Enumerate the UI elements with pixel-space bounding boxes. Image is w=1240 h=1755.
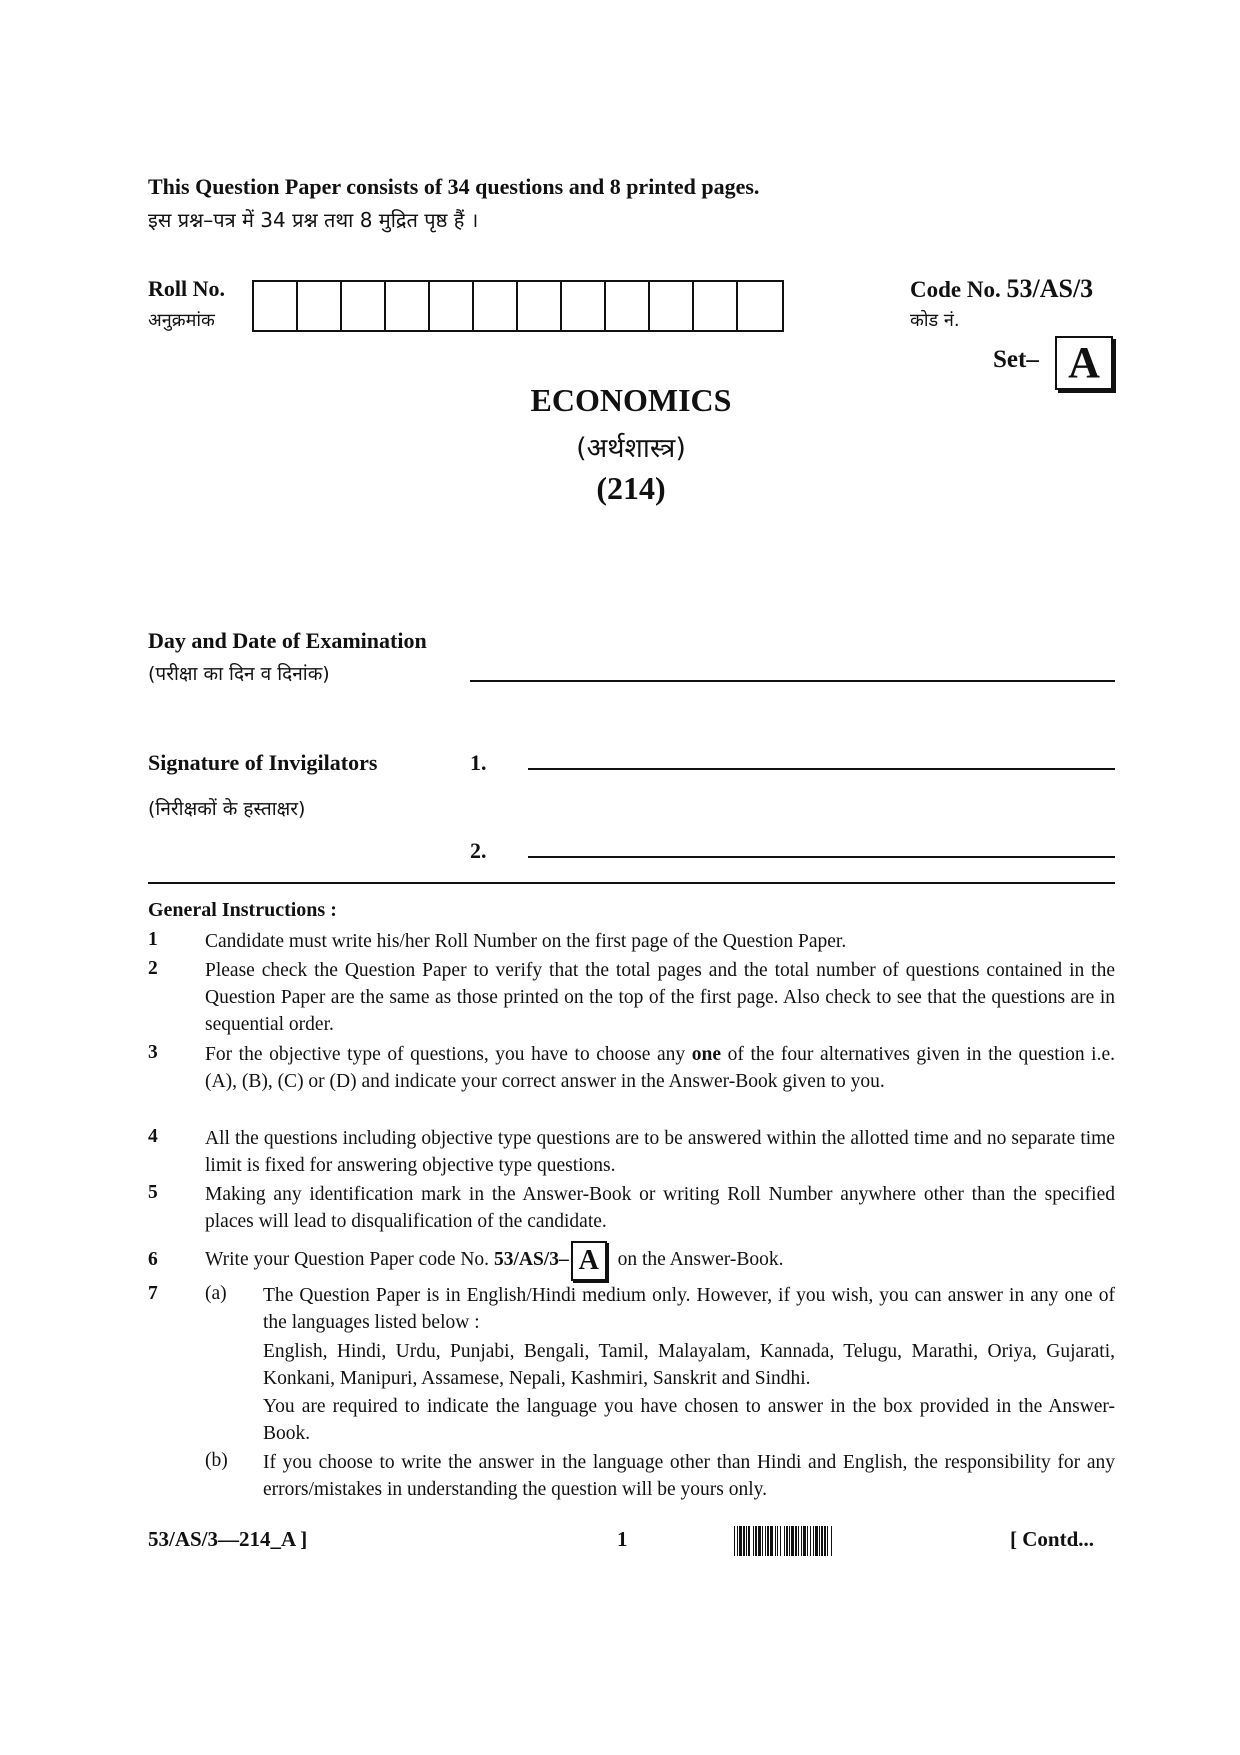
- instructions-heading: General Instructions :: [148, 899, 337, 921]
- contd-label: [ Contd...: [1010, 1527, 1095, 1551]
- instruction-3-text-a: For the objective type of questions, you have to choose any: [205, 1044, 692, 1065]
- roll-digit-box[interactable]: [298, 282, 342, 330]
- instruction-1-number: 1: [148, 929, 158, 950]
- invigilators-label-hi: (निरीक्षकों के हस्ताक्षर): [148, 798, 306, 820]
- instruction-1: Candidate must write his/her Roll Number on the first page of the Question Paper.: [205, 931, 847, 952]
- instruction-7-number: 7: [148, 1283, 158, 1304]
- page-number: 1: [617, 1527, 628, 1551]
- roll-digit-box[interactable]: [386, 282, 430, 330]
- exam-date-label: Day and Date of Examination: [148, 628, 427, 653]
- exam-date-line[interactable]: [470, 680, 1115, 682]
- instruction-2-number: 2: [148, 958, 158, 979]
- instruction-3-text-b: of the four alternatives given in the question i.e. (A), (B), (C) or (D) and indicate your correct answer in the Answer-Book given to you.: [205, 1044, 1115, 1092]
- roll-number-boxes[interactable]: [252, 280, 784, 332]
- set-box: A: [1055, 336, 1113, 390]
- instruction-7a-label: (a): [205, 1283, 227, 1304]
- barcode: [734, 1526, 984, 1556]
- instruction-6-code: 53/AS/3–: [493, 1249, 569, 1270]
- instruction-6-set-box: A: [571, 1241, 607, 1281]
- instruction-7a-languages: English, Hindi, Urdu, Punjabi, Bengali, Tamil, Malayalam, Kannada, Telugu, Marathi, Oriya, Gujarati, Konkani, Manipuri, Assamese, Nepali, Kashmiri, Sanskrit and Sindhi.: [263, 1341, 1115, 1389]
- barcode-gap: [832, 1526, 834, 1556]
- exam-date-label-hi: (परीक्षा का दिन व दिनांक): [148, 663, 330, 685]
- instruction-6-text-b: on the Answer-Book.: [612, 1249, 784, 1270]
- instruction-6-text-a: Write your Question Paper code No.: [205, 1249, 494, 1270]
- instruction-7a-para-1: The Question Paper is in English/Hindi medium only. However, if you wish, you can answer in any one of the languages listed below :: [263, 1285, 1115, 1333]
- instruction-3-number: 3: [148, 1042, 158, 1063]
- roll-digit-box[interactable]: [518, 282, 562, 330]
- roll-digit-box[interactable]: [430, 282, 474, 330]
- set-label: Set–: [993, 346, 1039, 373]
- roll-digit-box[interactable]: [650, 282, 694, 330]
- roll-label-hi: अनुक्रमांक: [148, 310, 215, 331]
- invigilator-2-line[interactable]: [528, 856, 1115, 858]
- paper-info-hi: इस प्रश्न–पत्र में 34 प्रश्न तथा 8 मुद्रित पृष्ठ हैं ।: [148, 208, 479, 232]
- instruction-3: [205, 1041, 1115, 1095]
- instruction-6: [205, 1240, 1115, 1281]
- instruction-3-bold: one: [691, 1044, 722, 1065]
- roll-digit-box[interactable]: [606, 282, 650, 330]
- invigilator-1-line[interactable]: [528, 768, 1115, 770]
- code-number: [910, 274, 1093, 304]
- roll-digit-box[interactable]: [562, 282, 606, 330]
- footer-code: 53/AS/3—214_A ]: [148, 1527, 308, 1551]
- roll-label: Roll No.: [148, 276, 225, 301]
- instruction-4: All the questions including objective type questions are to be answered within the allotted time and no separate time limit is fixed for answering objective type questions.: [205, 1128, 1115, 1176]
- code-label: Code No.: [910, 277, 1001, 302]
- instruction-7a-para-3: You are required to indicate the language you have chosen to answer in the box provided in the Answer-Book.: [263, 1396, 1115, 1444]
- instruction-7b-label: (b): [205, 1450, 228, 1471]
- instruction-4-number: 4: [148, 1126, 158, 1147]
- roll-digit-box[interactable]: [254, 282, 298, 330]
- invigilator-2-number: 2.: [470, 838, 487, 863]
- subject-title-hi: (अर्थशास्त्र): [576, 433, 686, 464]
- roll-digit-box[interactable]: [342, 282, 386, 330]
- subject-title: ECONOMICS: [530, 382, 732, 418]
- roll-digit-box[interactable]: [694, 282, 738, 330]
- divider: [148, 882, 1115, 884]
- subject-code: (214): [596, 470, 666, 506]
- instruction-7b: If you choose to write the answer in the language other than Hindi and English, the responsibility for any errors/mistakes in understanding the question will be yours only.: [263, 1452, 1115, 1500]
- invigilators-label: Signature of Invigilators: [148, 750, 378, 775]
- paper-info-en: This Question Paper consists of 34 questions and 8 printed pages.: [148, 174, 760, 199]
- code-value: 53/AS/3: [1006, 274, 1094, 303]
- instruction-5-number: 5: [148, 1182, 158, 1203]
- roll-digit-box[interactable]: [474, 282, 518, 330]
- code-label-hi: कोड नं.: [910, 310, 960, 331]
- invigilator-1-number: 1.: [470, 750, 487, 775]
- instruction-2: Please check the Question Paper to verify that the total pages and the total number of questions contained in the Question Paper are the same as those printed on the top of the first page. Also check to see that the questions are in sequential order.: [205, 960, 1115, 1035]
- instruction-6-number: 6: [148, 1249, 158, 1270]
- instruction-5: Making any identification mark in the Answer-Book or writing Roll Number anywhere other than the specified places will lead to disqualification of the candidate.: [205, 1184, 1115, 1232]
- roll-digit-box[interactable]: [738, 282, 782, 330]
